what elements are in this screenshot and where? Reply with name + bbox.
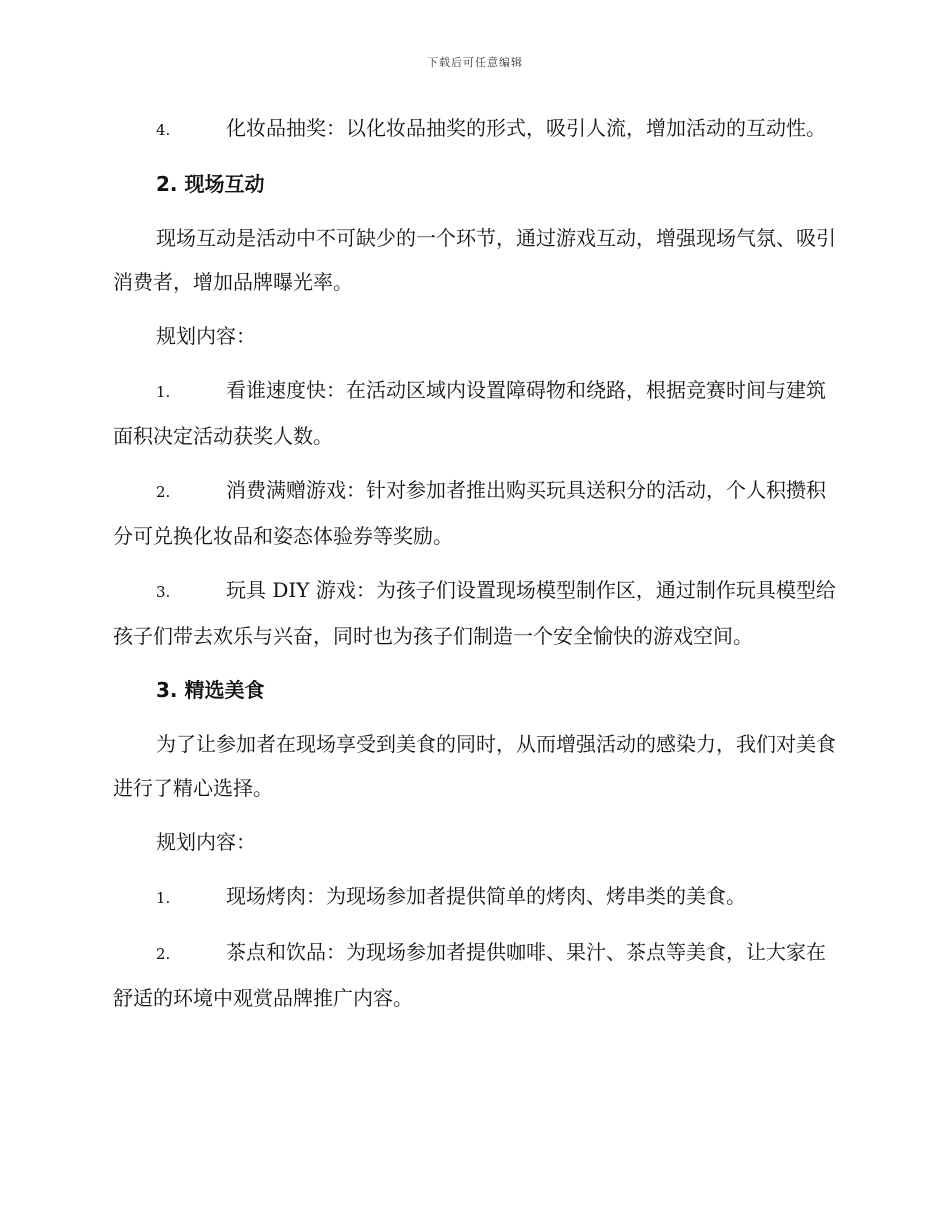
list-item xyxy=(113,468,837,558)
section-heading: 2. 现场互动 xyxy=(156,172,265,196)
list-item-text: 玩具 DIY 游戏：为孩子们设置现场模型制作区，通过制作玩具模型给孩子们带去欢乐与兴奋，同时也为孩子们制造一个安全愉快的游戏空间。 xyxy=(113,578,836,648)
paragraph: 现场互动是活动中不可缺少的一个环节，通过游戏互动，增强现场气氛、吸引消费者，增加品牌曝光率。 xyxy=(113,226,836,294)
list-item xyxy=(113,106,837,152)
document-body xyxy=(113,106,837,1030)
list-item-number: 1. xyxy=(156,889,171,907)
section-heading: 3. 精选美食 xyxy=(156,678,265,702)
list-item-number: 4. xyxy=(156,121,171,139)
page-header: 下载后可任意编辑 xyxy=(427,56,523,69)
list-item-number: 2. xyxy=(156,483,171,501)
list-item xyxy=(113,930,837,1020)
list-item-text: 消费满赠游戏：针对参加者推出购买玩具送积分的活动，个人积攒积分可兑换化妆品和姿态体验券等奖励。 xyxy=(113,478,826,548)
paragraph: 为了让参加者在现场享受到美食的同时，从而增强活动的感染力，我们对美食进行了精心选择。 xyxy=(113,732,836,800)
list-item-number: 3. xyxy=(156,583,171,601)
list-item-number: 1. xyxy=(156,383,171,401)
list-item-text: 化妆品抽奖：以化妆品抽奖的形式，吸引人流，增加活动的互动性。 xyxy=(226,116,826,140)
list-item xyxy=(113,568,837,658)
list-item-number: 2. xyxy=(156,945,171,963)
list-item-text: 看谁速度快：在活动区域内设置障碍物和绕路，根据竞赛时间与建筑面积决定活动获奖人数。 xyxy=(113,378,826,448)
list-item-text: 现场烤肉：为现场参加者提供简单的烤肉、烤串类的美食。 xyxy=(226,884,746,908)
paragraph: 规划内容： xyxy=(156,830,256,854)
paragraph: 规划内容： xyxy=(156,324,256,348)
list-item-text: 茶点和饮品：为现场参加者提供咖啡、果汁、茶点等美食，让大家在舒适的环境中观赏品牌推广内容。 xyxy=(113,940,826,1010)
list-item xyxy=(113,368,837,458)
list-item xyxy=(113,874,837,920)
